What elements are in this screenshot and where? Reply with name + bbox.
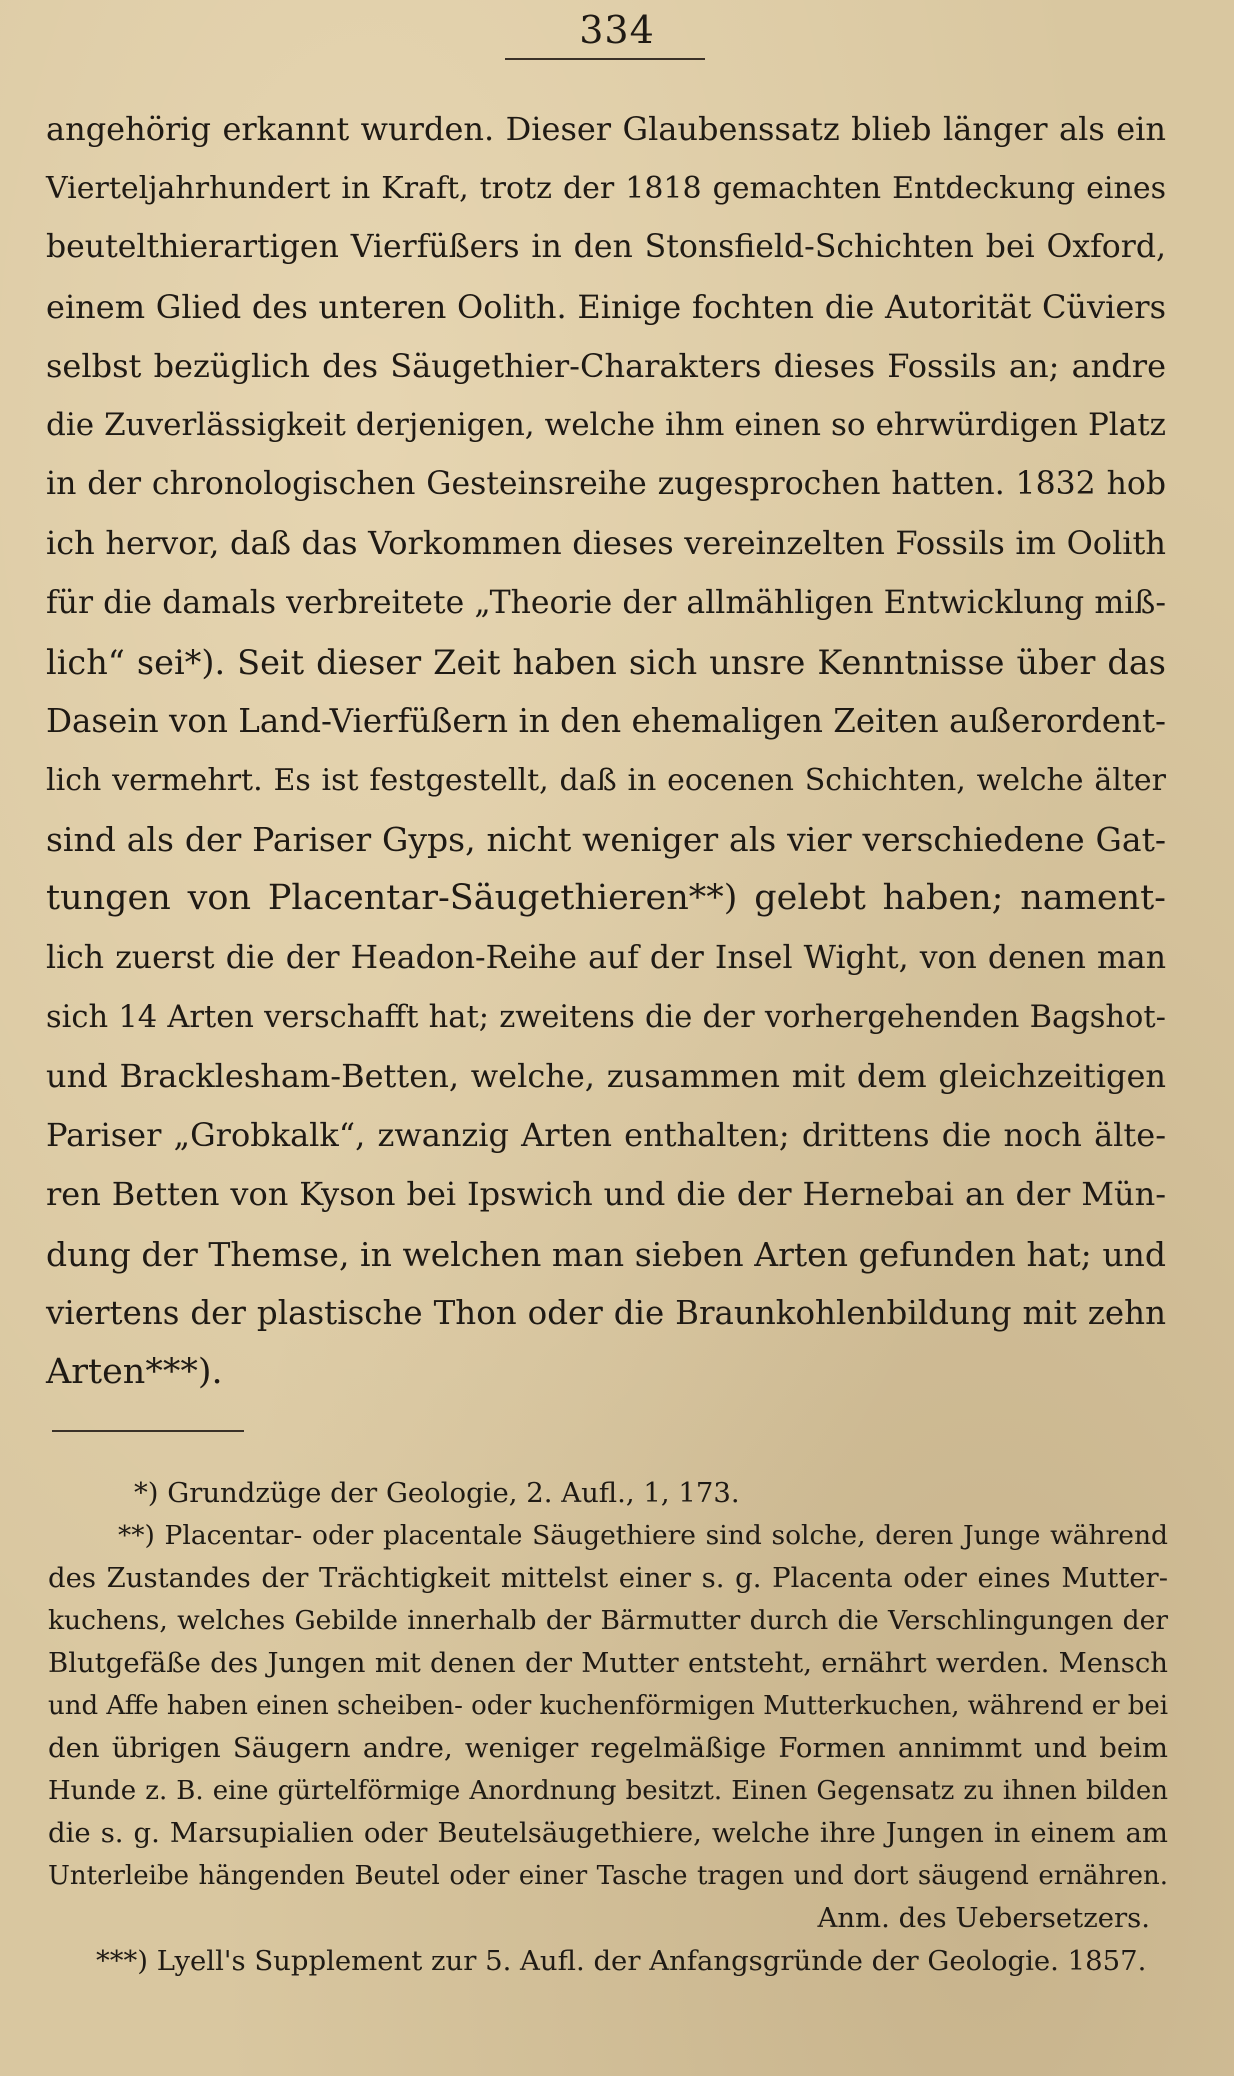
body-line: ren Betten von Kyson bei Ipswich und die der Hernebai an der Mün- [46,1175,1166,1214]
body-line: ich hervor, daß das Vorkommen dieses vereinzelten Fossils im Oolith [46,524,1166,563]
footnotes [48,1472,1168,1982]
footnote-3: ***) Lyell's Supplement zur 5. Aufl. der Anfangsgründe der Geologie. 1857. [96,1944,1147,1977]
footnote-1: *) Grundzüge der Geologie, 2. Aufl., 1, 173. [134,1477,740,1509]
body-line: beutelthierartigen Vierfüßers in den Stonsfield-Schichten bei Oxford, [46,229,1166,266]
footnote-rule [52,1430,244,1432]
body-line: Pariser „Grobkalk“, zwanzig Arten enthalten; drittens die noch älte- [46,1116,1166,1155]
body-line: tungen von Placentar-Säugethieren**) gelebt haben; nament- [46,878,1166,919]
header-rule [505,58,705,60]
footnote-2-line: **) Placentar- oder placentale Säugethiere sind solche, deren Junge während [118,1519,1168,1551]
body-line: Vierteljahrhundert in Kraft, trotz der 1818 gemachten Entdeckung eines [46,171,1166,207]
body-line: Dasein von Land-Vierfüßern in den ehemaligen Zeiten außerordent- [46,701,1166,740]
footnote-2-line: Hunde z. B. eine gürtelförmige Anordnung besitzt. Einen Gegensatz zu ihnen bilden [48,1775,1168,1806]
body-line: selbst bezüglich des Säugethier-Charakters dieses Fossils an; andre [46,346,1166,385]
body-line: viertens der plastische Thon oder die Braunkohlenbildung mit zehn [46,1293,1166,1332]
footnote-2-line: Unterleibe hängenden Beutel oder einer Tasche tragen und dort säugend ernähren. [48,1860,1168,1891]
body-line: lich vermehrt. Es ist festgestellt, daß in eocenen Schichten, welche älter [46,763,1166,799]
body-line: lich“ sei*). Seit dieser Zeit haben sich unsre Kenntnisse über das [46,642,1166,682]
body-line: dung der Themse, in welchen man sieben Arten gefunden hat; und [46,1234,1166,1274]
footnote-2-line: Blutgefäße des Jungen mit denen der Mutter entsteht, ernährt werden. Mensch [48,1647,1168,1679]
body-line: die Zuverlässigkeit derjenigen, welche ihm einen so ehrwürdigen Platz [46,406,1166,443]
body-line: für die damals verbreitete „Theorie der allmähligen Entwicklung miß- [46,584,1166,621]
translator-note: Anm. des Uebersetzers. [817,1902,1150,1934]
footnote-2-line: kuchens, welches Gebilde innerhalb der Bärmutter durch die Verschlingungen der [48,1604,1168,1636]
body-line: in der chronologischen Gesteinsreihe zugesprochen hatten. 1832 hob [46,466,1166,503]
body-line: sind als der Pariser Gyps, nicht weniger als vier verschiedene Gat- [46,820,1166,860]
body-line: einem Glied des unteren Oolith. Einige fochten die Autorität Cüviers [46,287,1166,326]
footnote-2-line: des Zustandes der Trächtigkeit mittelst einer s. g. Placenta oder eines Mutter- [48,1562,1168,1594]
footnote-2-line: die s. g. Marsupialien oder Beutelsäugethiere, welche ihre Jungen in einem am [48,1817,1168,1849]
footnote-2-line: den übrigen Säugern andre, weniger regelmäßige Formen annimmt und beim [48,1732,1168,1764]
page-number: 334 [579,8,655,52]
body-line: angehörig erkannt wurden. Dieser Glaubenssatz blieb länger als ein [46,110,1166,148]
body-line: und Bracklesham-Betten, welche, zusammen mit dem gleichzeitigen [46,1057,1166,1095]
body-line: lich zuerst die der Headon-Reihe auf der Insel Wight, von denen man [46,939,1166,976]
body-line: sich 14 Arten verschafft hat; zweitens die der vorhergehenden Bagshot- [46,999,1166,1035]
body-line: Arten***). [46,1351,223,1392]
body-text [46,100,1166,1402]
footnote-2-line: und Affe haben einen scheiben- oder kuchenförmigen Mutterkuchen, während er bei [48,1690,1169,1721]
